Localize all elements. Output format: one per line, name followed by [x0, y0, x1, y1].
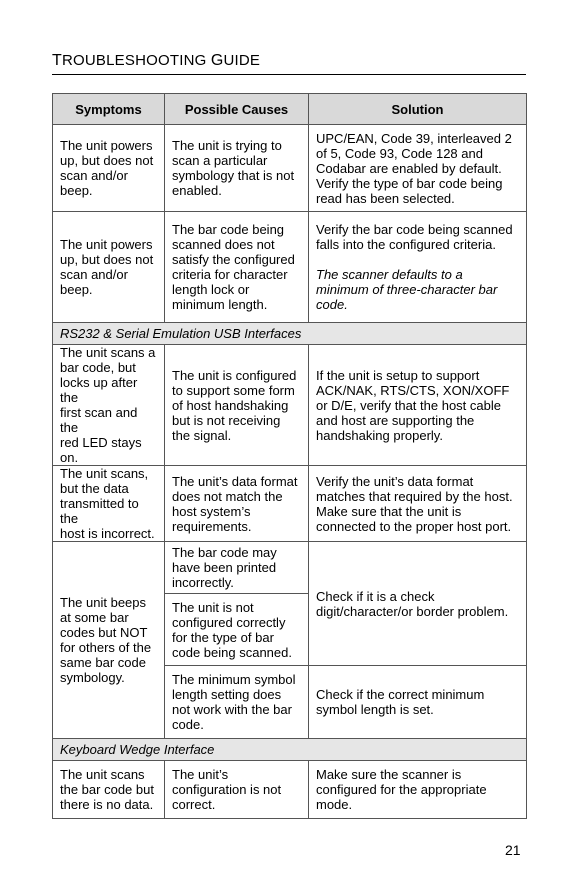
- cell-line: enabled.: [172, 183, 222, 198]
- symptom-cell: [53, 761, 165, 819]
- cell-line: codes but NOT: [60, 625, 148, 640]
- cell-line: Codabar are enabled by default.: [316, 160, 502, 176]
- cell-line: configured for the appropriate: [316, 782, 487, 797]
- cell-line: red LED stays: [60, 435, 142, 450]
- symptom-cell: [53, 542, 165, 739]
- cause-cell: [165, 594, 309, 666]
- solution-cell: [309, 542, 527, 666]
- cell-line: The bar code being: [172, 222, 285, 237]
- cell-line: The unit scans: [60, 767, 145, 782]
- solution-cell: [309, 345, 527, 466]
- cell-line: for others of the: [60, 640, 152, 655]
- cause-cell: [165, 345, 309, 466]
- cell-line: UPC/EAN, Code 39, interleaved 2: [316, 130, 512, 146]
- cell-line: scan and/or: [60, 168, 128, 183]
- page-title: [52, 52, 526, 75]
- solution-cell: [309, 666, 527, 739]
- section-row: [53, 739, 527, 761]
- cell-line: The unit scans,: [60, 466, 149, 481]
- cell-line: configuration is not: [172, 782, 282, 797]
- spacer: [316, 252, 519, 267]
- cell-line: Make sure that the unit is: [316, 503, 462, 519]
- section-keyboard: Keyboard Wedge Interface: [53, 739, 527, 761]
- cell-line: of host handshaking: [172, 397, 289, 413]
- cell-line: scan and/or: [60, 267, 128, 282]
- title-part: T: [52, 52, 62, 69]
- cell-line: first scan and the: [60, 405, 138, 435]
- cell-line: code.: [172, 717, 204, 732]
- cell-line: of 5, Code 93, Code 128 and: [316, 145, 483, 161]
- cell-line: connected to the proper host port.: [316, 518, 512, 534]
- cell-line: The unit is trying to: [172, 138, 282, 153]
- title-part: UIDE: [223, 52, 261, 69]
- cell-line: mode.: [316, 797, 353, 812]
- troubleshooting-table: [52, 93, 527, 819]
- symptom-cell: [53, 125, 165, 212]
- cell-line: beep.: [60, 282, 93, 297]
- cause-cell: [165, 666, 309, 739]
- cell-line: does not match the: [172, 488, 283, 504]
- cell-line: correct.: [172, 797, 216, 812]
- cell-line: Check if it is a check: [316, 588, 435, 604]
- cell-line: matches that required by the host.: [316, 488, 513, 504]
- section-row: [53, 323, 527, 345]
- cell-line: symbol length is set.: [316, 702, 434, 717]
- cause-cell: [165, 125, 309, 212]
- cell-line: have been printed: [172, 560, 277, 575]
- solution-cell: [309, 125, 527, 212]
- cell-line: length lock or: [172, 282, 250, 297]
- cell-line: scan a particular: [172, 153, 268, 168]
- cell-line: The unit powers: [60, 237, 153, 252]
- cause-cell: [165, 212, 309, 323]
- cell-line: Make sure the scanner is: [316, 767, 462, 782]
- cell-line: The unit beeps: [60, 595, 147, 610]
- cell-line: scanned does not: [172, 237, 275, 252]
- cell-line: satisfy the configured: [172, 252, 295, 267]
- cell-line: or D/E, verify that the host cable: [316, 397, 501, 413]
- cell-line: at some bar: [60, 610, 129, 625]
- cell-line: host is incorrect.: [60, 526, 155, 541]
- cell-line: Verify the type of bar code being: [316, 175, 503, 191]
- cell-line: The unit’s: [172, 767, 229, 782]
- table-row: [53, 761, 527, 819]
- cell-line: The bar code may: [172, 545, 277, 560]
- cell-line: The unit’s data format: [172, 473, 298, 489]
- cell-line: The unit is configured: [172, 367, 297, 383]
- cell-line: up, but does not: [60, 252, 154, 267]
- cell-line: code.: [316, 297, 348, 312]
- cell-line: up, but does not: [60, 153, 154, 168]
- cell-line: there is no data.: [60, 797, 154, 812]
- cell-line: requirements.: [172, 518, 252, 534]
- cause-cell: [165, 542, 309, 594]
- cell-line: incorrectly.: [172, 575, 234, 590]
- cell-line: the bar code but: [60, 782, 154, 797]
- table-row: [53, 212, 527, 323]
- cell-line: transmitted to the: [60, 496, 139, 526]
- cell-line: to support some form: [172, 382, 295, 398]
- cell-line: The unit scans a: [60, 345, 156, 360]
- table-row: [53, 345, 527, 466]
- cell-line: read has been selected.: [316, 190, 455, 206]
- cause-cell: [165, 466, 309, 542]
- cell-line: minimum of three-character bar: [316, 282, 498, 297]
- cell-line: same bar code: [60, 655, 146, 670]
- solution-cell: [309, 761, 527, 819]
- cell-line: and host are supporting the: [316, 412, 475, 428]
- cell-line: code being scanned.: [172, 644, 292, 660]
- cell-line: locks up after the: [60, 375, 138, 405]
- cell-line: configured correctly: [172, 614, 286, 630]
- cell-line: The minimum symbol: [172, 672, 296, 687]
- cell-line: for the type of bar: [172, 629, 274, 645]
- solution-text: [316, 222, 519, 252]
- cell-line: on.: [60, 450, 79, 465]
- header-causes: Possible Causes: [165, 94, 309, 125]
- table-row: [53, 466, 527, 542]
- cell-line: symbology that is not: [172, 168, 295, 183]
- header-solution: Solution: [309, 94, 527, 125]
- cell-line: criteria for character: [172, 267, 288, 282]
- cell-line: The unit is not: [172, 599, 254, 615]
- symptom-cell: [53, 345, 165, 466]
- cell-line: the signal.: [172, 427, 232, 443]
- cell-line: host system’s: [172, 503, 251, 519]
- cell-line: Check if the correct minimum: [316, 687, 485, 702]
- solution-note: [316, 267, 519, 312]
- cell-line: digit/character/or border problem.: [316, 603, 509, 619]
- header-symptoms: Symptoms: [53, 94, 165, 125]
- symptom-cell: [53, 212, 165, 323]
- cell-line: ACK/NAK, RTS/CTS, XON/XOFF: [316, 382, 510, 398]
- cell-line: symbology.: [60, 670, 125, 685]
- symptom-cell: [53, 466, 165, 542]
- cell-line: The scanner defaults to a: [316, 267, 463, 282]
- cell-line: length setting does: [172, 687, 282, 702]
- cell-line: falls into the configured criteria.: [316, 237, 496, 252]
- title-part: G: [210, 52, 224, 69]
- cell-line: minimum length.: [172, 297, 268, 312]
- cell-line: Verify the unit’s data format: [316, 473, 474, 489]
- cell-line: not work with the bar: [172, 702, 292, 717]
- solution-cell: [309, 212, 527, 323]
- section-rs232: RS232 & Serial Emulation USB Interfaces: [53, 323, 527, 345]
- cell-line: If the unit is setup to support: [316, 367, 480, 383]
- cause-cell: [165, 761, 309, 819]
- cell-line: Verify the bar code being scanned: [316, 222, 513, 237]
- cell-line: beep.: [60, 183, 93, 198]
- table-row: [53, 125, 527, 212]
- cell-line: but is not receiving: [172, 412, 281, 428]
- cell-line: bar code, but: [60, 360, 136, 375]
- table-row: [53, 542, 527, 594]
- cell-line: The unit powers: [60, 138, 153, 153]
- title-part: ROUBLESHOOTING: [61, 52, 211, 69]
- solution-cell: [309, 466, 527, 542]
- cell-line: handshaking properly.: [316, 427, 443, 443]
- cell-line: but the data: [60, 481, 129, 496]
- page-number: 21: [505, 842, 521, 858]
- header-row: [53, 94, 527, 125]
